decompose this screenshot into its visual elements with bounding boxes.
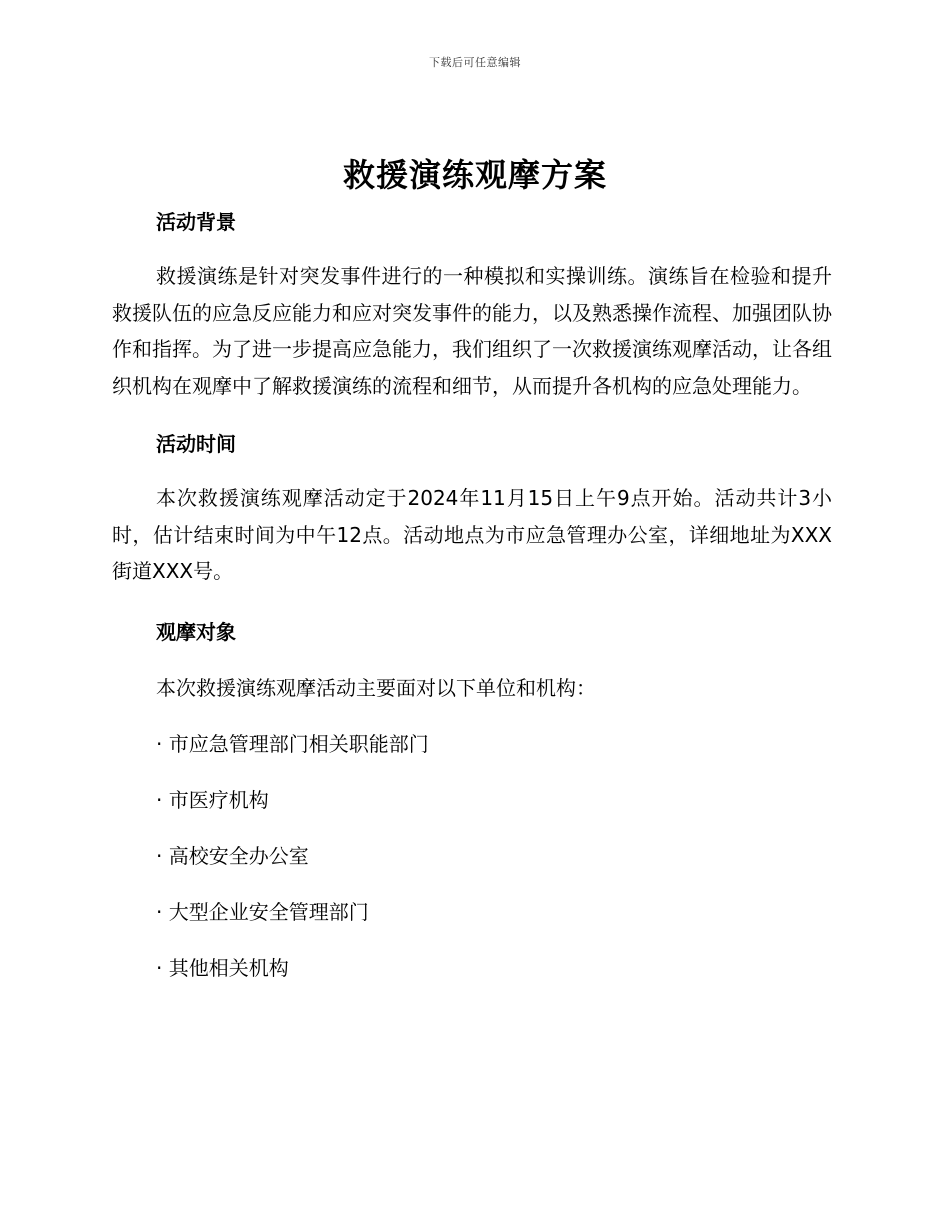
section-heading-background: 活动背景 [156, 210, 236, 234]
section-heading-time: 活动时间 [156, 432, 236, 456]
audience-list [112, 728, 832, 984]
document-body [112, 206, 832, 984]
header-note: 下载后可任意编辑 [429, 56, 521, 69]
list-item: · 市应急管理部门相关职能部门 [156, 731, 429, 756]
list-item: · 其他相关机构 [156, 955, 289, 980]
section-heading-audience: 观摩对象 [156, 619, 236, 644]
list-item: · 大型企业安全管理部门 [156, 899, 369, 924]
document-title: 救援演练观摩方案 [342, 156, 607, 194]
time-paragraph: 本次救援演练观摩活动定于2024年11月15日上午9点开始。活动共计3小时，估计结束时间为中午12点。活动地点为市应急管理办公室，详细地址为XXX街道XXX号。 [112, 486, 832, 583]
audience-intro: 本次救援演练观摩活动主要面对以下单位和机构： [156, 675, 596, 700]
list-item: · 高校安全办公室 [156, 843, 309, 868]
background-paragraph: 救援演练是针对突发事件进行的一种模拟和实操训练。演练旨在检验和提升救援队伍的应急反应能力和应对突发事件的能力，以及熟悉操作流程、加强团队协作和指挥。为了进一步提高应急能力，我们组织了一次救援演练观摩活动，让各组织机构在观摩中了解救援演练的流程和细节，从而提升各机构的应急处理能力。 [112, 264, 832, 398]
list-item: · 市医疗机构 [156, 787, 269, 812]
